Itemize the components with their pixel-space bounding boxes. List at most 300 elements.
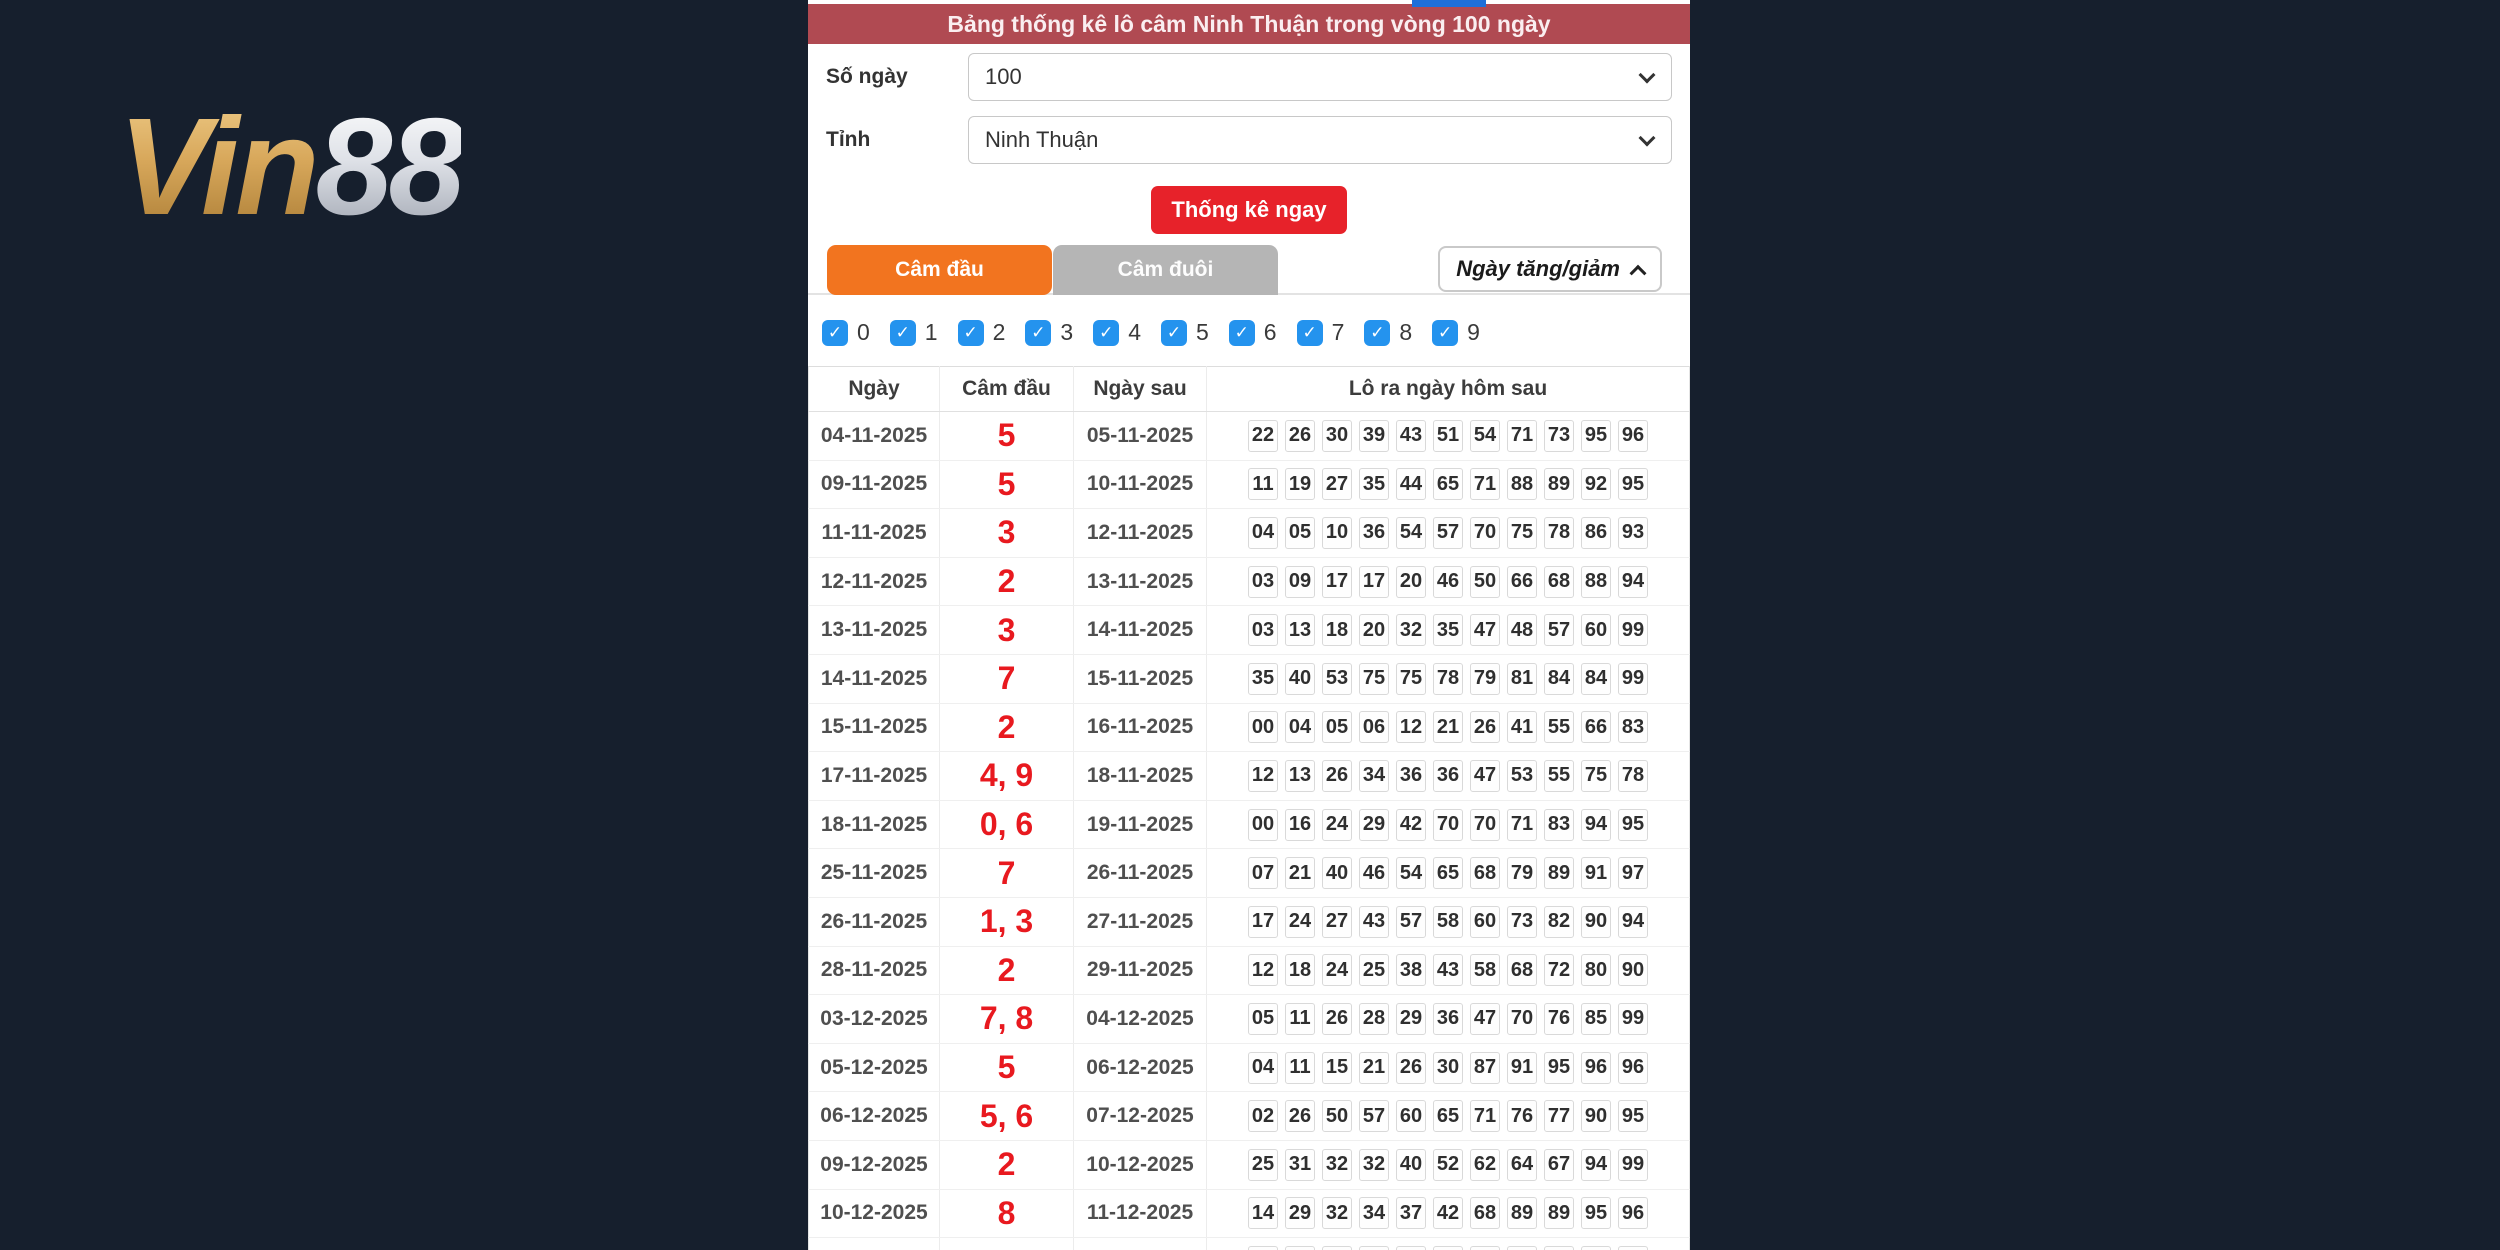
lo-number-chip: 24 (1322, 809, 1352, 841)
lo-number-chip: 55 (1544, 760, 1574, 792)
lo-number-chip: 02 (1248, 1100, 1278, 1132)
lo-numbers-cell (1207, 849, 1690, 898)
lo-number-chip: 79 (1470, 663, 1500, 695)
lo-number-chip: 53 (1322, 663, 1352, 695)
lo-number-chip: 18 (1285, 954, 1315, 986)
days-select-value: 100 (985, 64, 1022, 89)
lo-number-chip: 91 (1507, 1052, 1537, 1084)
lo-number-chip: 70 (1470, 809, 1500, 841)
lo-number-chip: 16 (1285, 809, 1315, 841)
lo-number-chip: 68 (1544, 566, 1574, 598)
lo-number-chip: 79 (1507, 857, 1537, 889)
lo-number-chip: 13 (1285, 614, 1315, 646)
lo-numbers-cell (1207, 509, 1690, 558)
lo-number-chip: 78 (1544, 517, 1574, 549)
table-row (809, 1238, 1690, 1250)
lo-number-chip: 78 (1618, 760, 1648, 792)
next-date-cell: 10-11-2025 (1074, 460, 1207, 509)
lo-numbers-cell (1207, 1092, 1690, 1141)
cam-dau-cell: 5 (940, 1043, 1074, 1092)
lo-number-chip: 95 (1618, 1100, 1648, 1132)
lo-number-chip: 26 (1322, 760, 1352, 792)
next-date-cell: 16-11-2025 (1074, 703, 1207, 752)
lo-number-chip: 94 (1618, 566, 1648, 598)
lo-number-chip: 25 (1248, 1149, 1278, 1181)
next-date-cell: 10-12-2025 (1074, 1140, 1207, 1189)
lo-number-chip: 92 (1581, 468, 1611, 500)
lo-number-chip (1618, 1246, 1648, 1250)
next-date-cell: 18-11-2025 (1074, 752, 1207, 801)
lo-number-chip: 89 (1544, 857, 1574, 889)
lo-number-chip: 29 (1285, 1197, 1315, 1229)
submit-button[interactable]: Thống kê ngay (1151, 186, 1347, 234)
column-header: Câm đầu (940, 367, 1074, 412)
lo-number-chip: 00 (1248, 809, 1278, 841)
days-select[interactable] (968, 53, 1672, 101)
lo-number-chip: 40 (1285, 663, 1315, 695)
digit-filter-2[interactable] (958, 319, 1006, 346)
lo-number-chip: 58 (1470, 954, 1500, 986)
lo-number-chip: 20 (1359, 614, 1389, 646)
lo-number-chip: 12 (1248, 954, 1278, 986)
lo-number-chip: 17 (1248, 906, 1278, 938)
cam-dau-cell: 2 (940, 703, 1074, 752)
lo-number-chip: 13 (1285, 760, 1315, 792)
lo-number-chip: 18 (1322, 614, 1352, 646)
lo-number-chip: 68 (1470, 1197, 1500, 1229)
table-row (809, 1140, 1690, 1189)
lo-numbers-cell (1207, 557, 1690, 606)
digit-checkbox-5[interactable]: ✓ (1161, 320, 1187, 346)
lo-number-chip: 65 (1433, 1100, 1463, 1132)
lo-number-chip: 05 (1285, 517, 1315, 549)
lo-number-chip: 34 (1359, 760, 1389, 792)
chevron-down-icon (1639, 67, 1656, 84)
lo-number-chip: 85 (1581, 1003, 1611, 1035)
digit-filter-3[interactable] (1025, 319, 1073, 346)
lo-number-chip: 21 (1285, 857, 1315, 889)
digit-label: 3 (1060, 319, 1074, 345)
date-cell: 05-12-2025 (809, 1043, 940, 1092)
date-cell: 14-11-2025 (809, 654, 940, 703)
digit-checkbox-6[interactable]: ✓ (1229, 320, 1255, 346)
table-row (809, 752, 1690, 801)
logo-text-silver: 88 (315, 90, 462, 244)
lo-number-chip: 46 (1359, 857, 1389, 889)
stats-table (808, 366, 1690, 1250)
lo-number-chip: 05 (1322, 711, 1352, 743)
digit-filter-4[interactable] (1093, 319, 1141, 346)
date-cell: 13-11-2025 (809, 606, 940, 655)
lo-number-chip: 46 (1433, 566, 1463, 598)
next-date-cell: 13-11-2025 (1074, 557, 1207, 606)
tab-cam-dau[interactable]: Câm đầu (827, 245, 1052, 295)
lo-number-chip: 75 (1581, 760, 1611, 792)
lo-number-chip: 22 (1248, 420, 1278, 452)
lo-number-chip: 96 (1581, 1052, 1611, 1084)
lo-number-chip: 37 (1396, 1197, 1426, 1229)
date-cell: 26-11-2025 (809, 897, 940, 946)
lo-number-chip: 47 (1470, 614, 1500, 646)
lo-number-chip: 35 (1359, 468, 1389, 500)
table-row (809, 557, 1690, 606)
lo-number-chip: 57 (1544, 614, 1574, 646)
lo-number-chip: 44 (1396, 468, 1426, 500)
table-row (809, 1043, 1690, 1092)
digit-filter-1[interactable] (890, 319, 938, 346)
lo-number-chip: 47 (1470, 760, 1500, 792)
lo-number-chip: 64 (1507, 1149, 1537, 1181)
lo-number-chip: 00 (1248, 711, 1278, 743)
lo-number-chip (1322, 1246, 1352, 1250)
lo-number-chip: 95 (1581, 1197, 1611, 1229)
lo-number-chip: 41 (1507, 711, 1537, 743)
lo-number-chip: 35 (1248, 663, 1278, 695)
date-cell: 03-12-2025 (809, 995, 940, 1044)
next-date-cell: 15-11-2025 (1074, 654, 1207, 703)
table-row (809, 606, 1690, 655)
lo-number-chip: 31 (1285, 1149, 1315, 1181)
sort-toggle[interactable] (1438, 246, 1662, 292)
lo-number-chip: 68 (1507, 954, 1537, 986)
lo-number-chip: 90 (1581, 1100, 1611, 1132)
days-label: Số ngày (826, 65, 908, 88)
chevron-up-icon (1630, 265, 1647, 282)
date-cell: 28-11-2025 (809, 946, 940, 995)
table-row (809, 800, 1690, 849)
lo-number-chip: 88 (1581, 566, 1611, 598)
column-header: Lô ra ngày hôm sau (1207, 367, 1690, 412)
lo-number-chip: 43 (1433, 954, 1463, 986)
lo-number-chip: 73 (1544, 420, 1574, 452)
digit-filter-row (808, 319, 1690, 346)
lo-number-chip: 34 (1359, 1197, 1389, 1229)
column-header: Ngày sau (1074, 367, 1207, 412)
cam-dau-cell: 7 (940, 849, 1074, 898)
lo-number-chip: 51 (1433, 420, 1463, 452)
lo-number-chip: 66 (1581, 711, 1611, 743)
lo-number-chip: 57 (1433, 517, 1463, 549)
lo-number-chip: 06 (1359, 711, 1389, 743)
lo-number-chip: 29 (1396, 1003, 1426, 1035)
table-row (809, 946, 1690, 995)
lo-number-chip: 60 (1396, 1100, 1426, 1132)
date-cell: 09-12-2025 (809, 1140, 940, 1189)
lo-number-chip: 42 (1433, 1197, 1463, 1229)
cam-dau-cell: 2 (940, 946, 1074, 995)
lo-number-chip: 57 (1396, 906, 1426, 938)
lo-number-chip: 39 (1359, 420, 1389, 452)
lo-number-chip: 11 (1285, 1003, 1315, 1035)
lo-number-chip: 77 (1544, 1100, 1574, 1132)
lo-number-chip: 95 (1581, 420, 1611, 452)
lo-number-chip: 24 (1285, 906, 1315, 938)
lo-numbers-cell (1207, 995, 1690, 1044)
cam-dau-cell: 5, 6 (940, 1092, 1074, 1141)
date-cell (809, 1238, 940, 1250)
digit-label: 4 (1128, 319, 1141, 345)
lo-number-chip: 28 (1359, 1003, 1389, 1035)
province-label: Tỉnh (826, 128, 871, 151)
date-cell: 12-11-2025 (809, 557, 940, 606)
lo-number-chip: 11 (1248, 468, 1278, 500)
lo-number-chip: 32 (1359, 1149, 1389, 1181)
lo-number-chip (1396, 1246, 1426, 1250)
lo-number-chip: 35 (1433, 614, 1463, 646)
lo-number-chip: 50 (1470, 566, 1500, 598)
digit-checkbox-0[interactable]: ✓ (822, 320, 848, 346)
panel-title: Bảng thống kê lô câm Ninh Thuận trong vòng 100 ngày (808, 4, 1690, 44)
logo-text-gold: Vin (118, 90, 316, 244)
lo-number-chip: 12 (1396, 711, 1426, 743)
lo-number-chip: 57 (1359, 1100, 1389, 1132)
lo-number-chip: 93 (1618, 517, 1648, 549)
date-cell: 10-12-2025 (809, 1189, 940, 1238)
lo-number-chip: 94 (1618, 906, 1648, 938)
next-date-cell: 11-12-2025 (1074, 1189, 1207, 1238)
date-cell: 18-11-2025 (809, 800, 940, 849)
active-tab-indicator (1412, 0, 1486, 7)
cam-dau-cell: 0, 6 (940, 800, 1074, 849)
province-select-value: Ninh Thuận (985, 127, 1099, 152)
table-row (809, 1189, 1690, 1238)
lo-number-chip (1248, 1246, 1278, 1250)
date-cell: 15-11-2025 (809, 703, 940, 752)
chevron-down-icon (1639, 130, 1656, 147)
lo-number-chip: 47 (1470, 1003, 1500, 1035)
digit-filter-9[interactable] (1432, 319, 1480, 346)
lo-number-chip: 26 (1285, 420, 1315, 452)
lo-number-chip: 32 (1396, 614, 1426, 646)
vin88-logo[interactable] (118, 92, 461, 244)
lo-number-chip (1470, 1246, 1500, 1250)
next-date-cell: 04-12-2025 (1074, 995, 1207, 1044)
lo-number-chip: 50 (1322, 1100, 1352, 1132)
digit-filter-7[interactable] (1297, 319, 1345, 346)
lo-number-chip: 25 (1359, 954, 1389, 986)
stats-panel (808, 0, 1690, 1250)
lo-number-chip: 97 (1618, 857, 1648, 889)
table-row (809, 703, 1690, 752)
lo-number-chip: 60 (1581, 614, 1611, 646)
cam-dau-cell: 5 (940, 460, 1074, 509)
lo-number-chip: 30 (1322, 420, 1352, 452)
digit-label: 9 (1467, 319, 1480, 345)
lo-number-chip: 67 (1544, 1149, 1574, 1181)
lo-number-chip: 99 (1618, 1149, 1648, 1181)
lo-number-chip: 58 (1433, 906, 1463, 938)
lo-number-chip: 12 (1248, 760, 1278, 792)
lo-number-chip: 24 (1322, 954, 1352, 986)
lo-number-chip: 89 (1544, 468, 1574, 500)
lo-numbers-cell (1207, 654, 1690, 703)
lo-number-chip (1433, 1246, 1463, 1250)
lo-number-chip: 09 (1285, 566, 1315, 598)
lo-number-chip: 19 (1285, 468, 1315, 500)
lo-number-chip: 21 (1359, 1052, 1389, 1084)
cam-dau-cell: 7 (940, 654, 1074, 703)
lo-numbers-cell (1207, 460, 1690, 509)
lo-number-chip: 99 (1618, 663, 1648, 695)
lo-number-chip: 87 (1470, 1052, 1500, 1084)
lo-number-chip: 88 (1507, 468, 1537, 500)
digit-label: 1 (924, 319, 938, 345)
digit-label: 5 (1195, 319, 1209, 345)
lo-number-chip: 48 (1507, 614, 1537, 646)
lo-number-chip: 32 (1322, 1149, 1352, 1181)
lo-number-chip: 29 (1359, 809, 1389, 841)
lo-number-chip: 71 (1470, 1100, 1500, 1132)
lo-number-chip: 43 (1396, 420, 1426, 452)
lo-numbers-cell (1207, 1140, 1690, 1189)
digit-checkbox-3[interactable]: ✓ (1025, 320, 1051, 346)
lo-number-chip: 96 (1618, 1197, 1648, 1229)
lo-number-chip: 40 (1396, 1149, 1426, 1181)
lo-number-chip: 36 (1359, 517, 1389, 549)
cam-dau-cell: 3 (940, 509, 1074, 558)
lo-number-chip: 27 (1322, 906, 1352, 938)
lo-number-chip: 78 (1433, 663, 1463, 695)
lo-number-chip: 38 (1396, 954, 1426, 986)
sort-toggle-label: Ngày tăng/giảm (1456, 256, 1620, 281)
table-row (809, 460, 1690, 509)
digit-label: 7 (1331, 319, 1345, 345)
lo-number-chip (1359, 1246, 1389, 1250)
lo-number-chip: 04 (1248, 517, 1278, 549)
lo-number-chip: 26 (1396, 1052, 1426, 1084)
table-row (809, 1092, 1690, 1141)
table-row (809, 897, 1690, 946)
lo-number-chip: 15 (1322, 1052, 1352, 1084)
digit-checkbox-2[interactable]: ✓ (958, 320, 984, 346)
cam-dau-cell (940, 1238, 1074, 1250)
digit-filter-6[interactable] (1229, 319, 1277, 346)
lo-number-chip: 70 (1470, 517, 1500, 549)
lo-number-chip: 52 (1433, 1149, 1463, 1181)
lo-numbers-cell (1207, 412, 1690, 461)
next-date-cell: 07-12-2025 (1074, 1092, 1207, 1141)
digit-checkbox-4[interactable]: ✓ (1093, 320, 1119, 346)
lo-number-chip: 83 (1544, 809, 1574, 841)
lo-number-chip: 65 (1433, 857, 1463, 889)
digit-label: 6 (1263, 319, 1277, 345)
lo-number-chip: 96 (1618, 420, 1648, 452)
next-date-cell: 12-11-2025 (1074, 509, 1207, 558)
cam-dau-cell: 4, 9 (940, 752, 1074, 801)
next-date-cell: 29-11-2025 (1074, 946, 1207, 995)
lo-number-chip: 75 (1396, 663, 1426, 695)
lo-number-chip: 60 (1470, 906, 1500, 938)
lo-number-chip: 95 (1618, 468, 1648, 500)
lo-number-chip: 54 (1396, 857, 1426, 889)
lo-number-chip: 03 (1248, 614, 1278, 646)
table-row (809, 412, 1690, 461)
digit-filter-0[interactable] (822, 319, 870, 346)
lo-number-chip: 84 (1581, 663, 1611, 695)
date-cell: 09-11-2025 (809, 460, 940, 509)
lo-number-chip: 70 (1433, 809, 1463, 841)
lo-numbers-cell (1207, 1238, 1690, 1250)
tab-cam-duoi[interactable]: Câm đuôi (1053, 245, 1278, 295)
digit-checkbox-1[interactable]: ✓ (890, 320, 916, 346)
lo-number-chip: 03 (1248, 566, 1278, 598)
lo-number-chip: 26 (1470, 711, 1500, 743)
lo-number-chip: 21 (1433, 711, 1463, 743)
lo-number-chip (1507, 1246, 1537, 1250)
column-header: Ngày (809, 367, 940, 412)
lo-number-chip: 27 (1322, 468, 1352, 500)
lo-number-chip: 36 (1433, 760, 1463, 792)
date-cell: 25-11-2025 (809, 849, 940, 898)
lo-number-chip (1285, 1246, 1315, 1250)
lo-number-chip: 81 (1507, 663, 1537, 695)
digit-label: 0 (857, 319, 870, 345)
lo-numbers-cell (1207, 946, 1690, 995)
lo-number-chip: 26 (1285, 1100, 1315, 1132)
lo-number-chip: 40 (1322, 857, 1352, 889)
lo-number-chip: 30 (1433, 1052, 1463, 1084)
lo-number-chip: 07 (1248, 857, 1278, 889)
digit-filter-8[interactable] (1364, 319, 1412, 346)
lo-number-chip: 04 (1248, 1052, 1278, 1084)
cam-dau-cell: 7, 8 (940, 995, 1074, 1044)
next-date-cell: 27-11-2025 (1074, 897, 1207, 946)
lo-number-chip: 53 (1507, 760, 1537, 792)
lo-number-chip: 26 (1322, 1003, 1352, 1035)
lo-number-chip: 54 (1396, 517, 1426, 549)
date-cell: 04-11-2025 (809, 412, 940, 461)
lo-number-chip: 04 (1285, 711, 1315, 743)
lo-number-chip: 80 (1581, 954, 1611, 986)
lo-number-chip: 11 (1285, 1052, 1315, 1084)
digit-label: 8 (1399, 319, 1413, 345)
cam-dau-cell: 5 (940, 412, 1074, 461)
lo-number-chip: 83 (1618, 711, 1648, 743)
lo-number-chip: 72 (1544, 954, 1574, 986)
lo-number-chip: 10 (1322, 517, 1352, 549)
lo-number-chip: 55 (1544, 711, 1574, 743)
lo-number-chip: 76 (1507, 1100, 1537, 1132)
lo-number-chip: 94 (1581, 809, 1611, 841)
lo-number-chip: 43 (1359, 906, 1389, 938)
cam-dau-cell: 1, 3 (940, 897, 1074, 946)
lo-number-chip: 65 (1433, 468, 1463, 500)
lo-number-chip: 91 (1581, 857, 1611, 889)
digit-checkbox-8[interactable]: ✓ (1364, 320, 1390, 346)
lo-number-chip: 70 (1507, 1003, 1537, 1035)
lo-numbers-cell (1207, 752, 1690, 801)
lo-number-chip: 14 (1248, 1197, 1278, 1229)
lo-numbers-cell (1207, 703, 1690, 752)
date-cell: 06-12-2025 (809, 1092, 940, 1141)
lo-number-chip: 66 (1507, 566, 1537, 598)
lo-number-chip: 32 (1322, 1197, 1352, 1229)
lo-number-chip: 73 (1507, 906, 1537, 938)
lo-number-chip: 05 (1248, 1003, 1278, 1035)
digit-checkbox-7[interactable]: ✓ (1297, 320, 1323, 346)
lo-number-chip: 94 (1581, 1149, 1611, 1181)
lo-number-chip: 54 (1470, 420, 1500, 452)
lo-number-chip (1544, 1246, 1574, 1250)
lo-number-chip: 68 (1470, 857, 1500, 889)
province-select[interactable] (968, 116, 1672, 164)
table-row (809, 509, 1690, 558)
digit-checkbox-9[interactable]: ✓ (1432, 320, 1458, 346)
lo-number-chip: 42 (1396, 809, 1426, 841)
lo-number-chip: 17 (1322, 566, 1352, 598)
lo-number-chip: 17 (1359, 566, 1389, 598)
digit-filter-5[interactable] (1161, 319, 1209, 346)
